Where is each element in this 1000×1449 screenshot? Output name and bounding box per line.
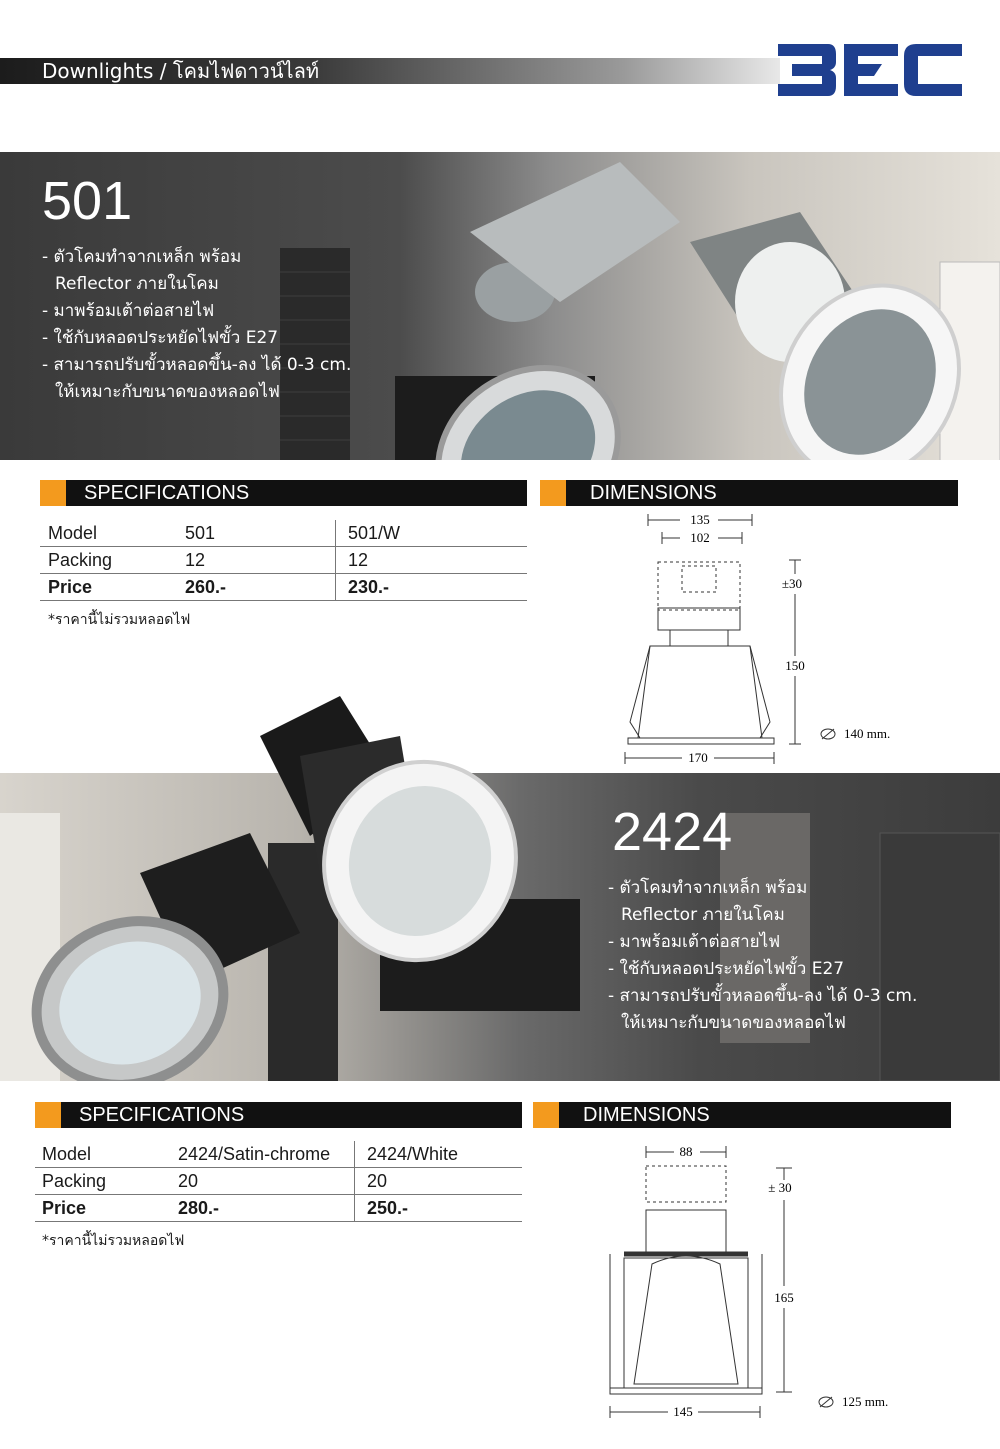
dim-adjust: ±30	[781, 576, 803, 591]
feature-line: - มาพร้อมเต้าต่อสายไฟ	[608, 932, 781, 952]
dim-top-outer: 135	[690, 512, 710, 527]
spec-row-price	[35, 1195, 522, 1222]
dim-base: 145	[673, 1404, 693, 1419]
feature-line: - ตัวโคมทำจากเหล็ก พร้อม	[608, 878, 808, 898]
dimension-drawing-2424	[590, 1136, 920, 1426]
feature-line: - สามารถปรับขั้วหลอดขึ้น-ลง ได้ 0-3 cm.	[42, 355, 352, 375]
accent-block	[533, 1102, 559, 1128]
spec-row-packing	[40, 547, 527, 574]
dim-height: 150	[785, 658, 805, 673]
feature-list	[42, 244, 351, 406]
section-title: SPECIFICATIONS	[84, 482, 250, 504]
feature-line: Reflector ภายในโคม	[621, 905, 785, 925]
feature-line: ให้เหมาะกับขนาดของหลอดไฟ	[621, 1013, 846, 1033]
model-heading: 2424	[612, 802, 733, 862]
lamp-white-image	[240, 696, 540, 966]
dim-cutout: 125 mm.	[842, 1394, 889, 1409]
dimension-drawing-501	[600, 508, 920, 770]
accent-block	[35, 1102, 61, 1128]
spec-label: Model	[42, 1144, 92, 1164]
dim-cutout: 140 mm.	[844, 726, 891, 741]
specifications-header	[35, 1102, 522, 1128]
dimensions-header	[540, 480, 958, 506]
spec-label: Price	[48, 577, 93, 597]
feature-line: - สามารถปรับขั้วหลอดขึ้น-ลง ได้ 0-3 cm.	[608, 986, 918, 1006]
table-divider	[354, 1141, 355, 1222]
dim-adjust: ± 30	[768, 1180, 792, 1195]
spec-value: 20	[178, 1171, 199, 1191]
spec-value: 12	[348, 550, 369, 570]
spec-label: Packing	[48, 550, 113, 570]
price-note: *ราคานี้ไม่รวมหลอดไฟ	[42, 1233, 185, 1249]
spec-value: 12	[185, 550, 206, 570]
spec-value: 280.-	[178, 1198, 220, 1218]
accent-block	[540, 480, 566, 506]
feature-line: ให้เหมาะกับขนาดของหลอดไฟ	[55, 382, 280, 402]
page-title: Downlights / โคมไฟดาวน์ไลท์	[42, 59, 320, 83]
spec-value: 2424/White	[367, 1144, 459, 1164]
spec-value: 501/W	[348, 523, 401, 543]
spec-row-packing	[35, 1168, 522, 1195]
specifications-header	[40, 480, 527, 506]
model-heading: 501	[42, 171, 133, 231]
spec-row-model	[35, 1141, 522, 1168]
spec-label: Model	[48, 523, 98, 543]
dim-base: 170	[688, 750, 708, 765]
spec-row-model	[40, 520, 527, 547]
dimensions-header	[533, 1102, 951, 1128]
section-title: DIMENSIONS	[590, 482, 717, 504]
dim-top: 88	[679, 1144, 693, 1159]
bec-logo	[778, 40, 962, 100]
spec-row-price	[40, 574, 527, 601]
spec-value: 2424/Satin-chrome	[178, 1144, 331, 1164]
spec-value: 501	[185, 523, 216, 543]
spec-value: 230.-	[348, 577, 390, 597]
dim-height: 165	[774, 1290, 794, 1305]
section-title: SPECIFICATIONS	[79, 1104, 245, 1126]
price-note: *ราคานี้ไม่รวมหลอดไฟ	[48, 612, 191, 628]
table-divider	[335, 520, 336, 601]
spec-label: Price	[42, 1198, 87, 1218]
feature-line: - ใช้กับหลอดประหยัดไฟขั้ว E27	[608, 959, 845, 979]
hero-501	[0, 152, 1000, 460]
feature-line: - ใช้กับหลอดประหยัดไฟขั้ว E27	[42, 328, 279, 348]
accent-block	[40, 480, 66, 506]
spec-label: Packing	[42, 1171, 107, 1191]
dim-top-inner: 102	[690, 530, 710, 545]
spec-value: 260.-	[185, 577, 227, 597]
feature-list	[608, 875, 917, 1037]
section-title: DIMENSIONS	[583, 1104, 710, 1126]
feature-line: - มาพร้อมเต้าต่อสายไฟ	[42, 301, 215, 321]
feature-line: Reflector ภายในโคม	[55, 274, 219, 294]
feature-line: - ตัวโคมทำจากเหล็ก พร้อม	[42, 247, 242, 267]
spec-value: 250.-	[367, 1198, 409, 1218]
spec-value: 20	[367, 1171, 388, 1191]
